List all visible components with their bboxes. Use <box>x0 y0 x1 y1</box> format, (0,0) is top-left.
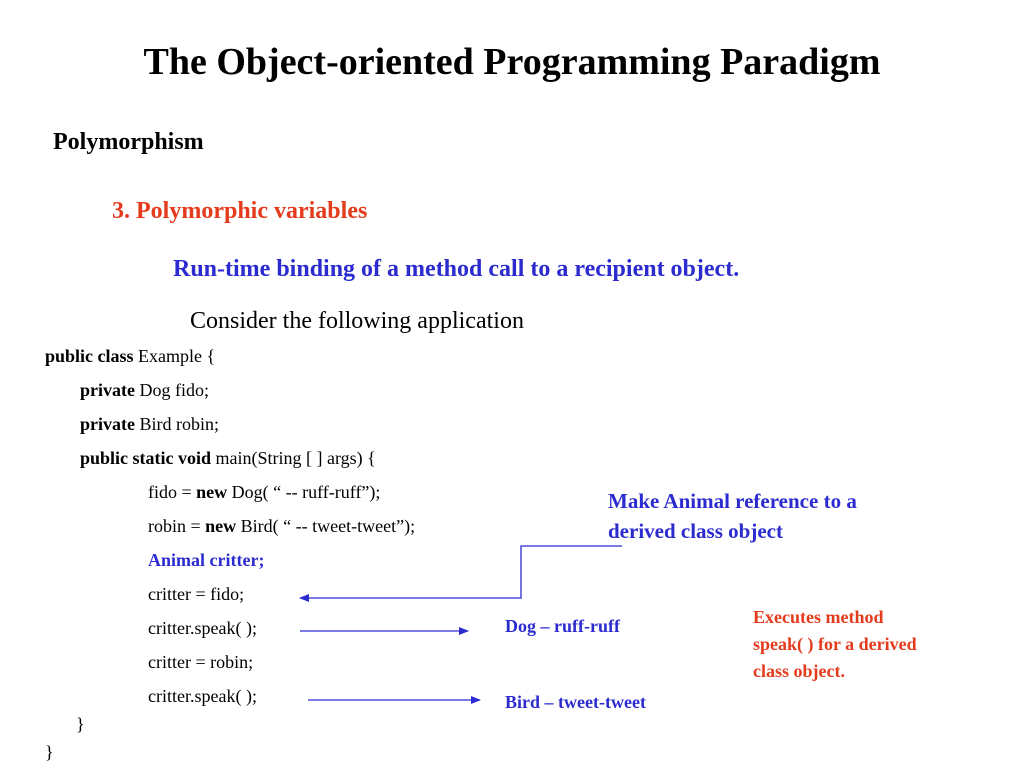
callout-line: Executes method <box>753 607 884 627</box>
keyword: private <box>80 414 135 434</box>
callout-line: class object. <box>753 661 845 681</box>
dog-output: Dog – ruff-ruff <box>505 616 620 636</box>
code-text: main(String [ ] args) { <box>211 448 376 468</box>
code-line-close-class: } <box>45 742 54 762</box>
code-text: fido = <box>148 482 197 502</box>
slide-title: The Object-oriented Programming Paradigm <box>143 41 881 83</box>
code-line-close-main: } <box>76 714 85 734</box>
code-text: Dog fido; <box>134 380 209 400</box>
code-text: Bird robin; <box>134 414 219 434</box>
definition-note: Run-time binding of a method call to a recipient object. <box>173 256 740 282</box>
code-line-critter-fido: critter = fido; <box>148 584 245 604</box>
callout-line: derived class object <box>608 519 783 543</box>
keyword: private <box>80 380 135 400</box>
code-line-critter-decl: Animal critter; <box>148 550 265 570</box>
code-text: Dog( “ -- ruff-ruff”); <box>227 482 381 502</box>
keyword: new <box>196 482 228 502</box>
callout-line: speak( ) for a derived <box>753 634 917 654</box>
keyword: new <box>205 516 237 536</box>
callout-line: Make Animal reference to a <box>608 489 857 513</box>
code-text: Example { <box>133 346 216 366</box>
code-line-speak-2: critter.speak( ); <box>148 686 257 706</box>
keyword: public static void <box>80 448 212 468</box>
reference-connector-arrow <box>300 546 622 598</box>
section-heading: Polymorphism <box>53 129 204 155</box>
keyword: public class <box>45 346 134 366</box>
intro-text: Consider the following application <box>190 308 524 334</box>
code-line-critter-robin: critter = robin; <box>148 652 254 672</box>
bird-output: Bird – tweet-tweet <box>505 692 646 712</box>
code-text: Bird( “ -- tweet-tweet”); <box>236 516 416 536</box>
subsection-heading: 3. Polymorphic variables <box>112 198 368 224</box>
code-text: robin = <box>148 516 206 536</box>
code-line-speak-1: critter.speak( ); <box>148 618 257 638</box>
